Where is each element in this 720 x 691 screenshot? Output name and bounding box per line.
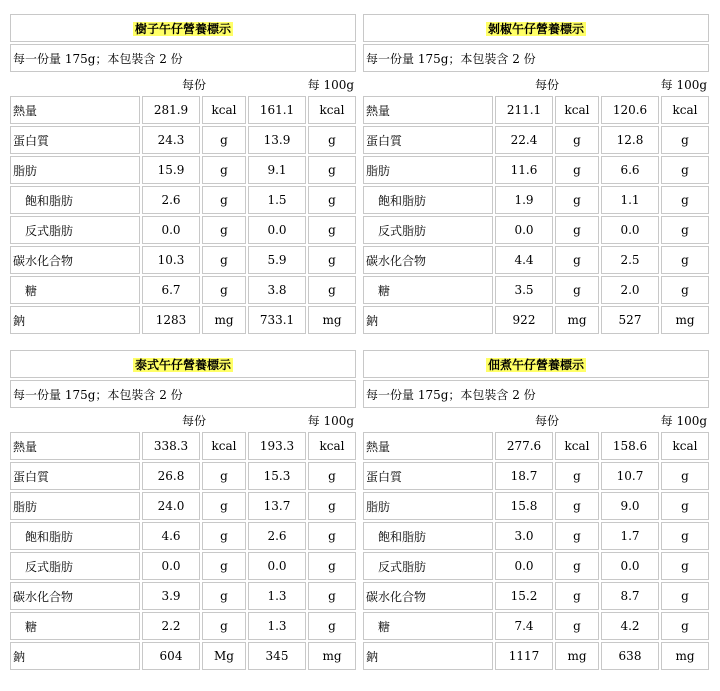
nutrient-label: 反式脂肪 [10,216,140,244]
table-row [10,126,356,154]
nutrient-label: 糖 [363,276,493,304]
per-serving-unit: g [202,246,246,274]
per-serving-value: 15.9 [142,156,200,184]
per-serving-header: 每份 [534,413,559,428]
per-serving-header: 每份 [181,77,206,92]
per-100g-unit: mg [308,642,356,670]
per-serving-unit: g [555,492,599,520]
per-serving-header: 每份 [534,77,559,92]
per-100g-header: 每 100g [660,413,708,428]
nutrition-panel [361,348,707,672]
per-100g-unit: kcal [661,96,709,124]
nutrient-label: 反式脂肪 [363,216,493,244]
per-serving-value: 338.3 [142,432,200,460]
nutrient-label: 飽和脂肪 [363,522,493,550]
per-serving-unit: g [555,216,599,244]
per-serving-value: 10.3 [142,246,200,274]
per-serving-unit: g [202,462,246,490]
per-serving-unit: g [555,276,599,304]
per-100g-unit: g [661,126,709,154]
per-serving-value: 15.8 [495,492,553,520]
per-100g-header: 每 100g [660,77,708,92]
per-100g-value: 1.3 [248,612,306,640]
per-serving-unit: g [202,216,246,244]
per-serving-value: 4.4 [495,246,553,274]
table-row [10,246,356,274]
per-100g-value: 2.0 [601,276,659,304]
per-100g-value: 13.9 [248,126,306,154]
per-serving-value: 0.0 [142,216,200,244]
per-serving-value: 0.0 [142,552,200,580]
per-serving-value: 11.6 [495,156,553,184]
per-100g-value: 13.7 [248,492,306,520]
per-serving-unit: g [202,492,246,520]
per-100g-value: 1.1 [601,186,659,214]
per-serving-unit: g [202,126,246,154]
per-serving-unit: g [555,582,599,610]
per-100g-unit: g [308,156,356,184]
per-serving-value: 3.0 [495,522,553,550]
per-serving-value: 281.9 [142,96,200,124]
table-row [363,612,709,640]
table-title: 樹子午仔營養標示 [135,21,232,36]
table-title-cell [363,350,709,378]
nutrient-label: 飽和脂肪 [10,186,140,214]
per-100g-value: 1.5 [248,186,306,214]
table-row [10,462,356,490]
per-100g-value: 0.0 [601,216,659,244]
per-100g-value: 1.7 [601,522,659,550]
table-row [10,642,356,670]
per-100g-unit: g [661,612,709,640]
nutrient-label: 反式脂肪 [363,552,493,580]
per-serving-value: 24.3 [142,126,200,154]
table-row [10,306,356,334]
per-100g-unit: g [661,462,709,490]
nutrient-label: 熱量 [10,96,140,124]
nutrient-label: 鈉 [363,306,493,334]
table-title: 剝椒午仔營養標示 [488,21,585,36]
per-serving-value: 15.2 [495,582,553,610]
per-100g-unit: g [308,612,356,640]
table-title: 佃煮午仔營養標示 [488,357,585,372]
nutrition-panel [361,12,707,336]
per-serving-unit: g [555,186,599,214]
per-100g-unit: g [308,126,356,154]
per-serving-value: 2.6 [142,186,200,214]
nutrient-label: 糖 [363,612,493,640]
per-100g-value: 527 [601,306,659,334]
per-100g-value: 1.3 [248,582,306,610]
per-serving-value: 1117 [495,642,553,670]
header-spacer [363,410,493,430]
nutrition-table [361,348,711,672]
per-100g-value: 2.5 [601,246,659,274]
per-serving-value: 24.0 [142,492,200,520]
per-100g-unit: g [661,156,709,184]
per-serving-unit: g [555,522,599,550]
per-100g-value: 12.8 [601,126,659,154]
nutrient-label: 飽和脂肪 [10,522,140,550]
header-spacer [10,74,140,94]
per-serving-unit: g [555,246,599,274]
per-100g-value: 161.1 [248,96,306,124]
table-row [10,522,356,550]
per-serving-value: 26.8 [142,462,200,490]
per-100g-unit: kcal [308,432,356,460]
per-100g-unit: g [308,492,356,520]
nutrient-label: 蛋白質 [10,462,140,490]
per-serving-unit: g [202,552,246,580]
serving-info: 每一份量 175g；本包裝含 2 份 [363,44,709,72]
nutrition-panel [8,12,354,336]
per-100g-unit: g [308,582,356,610]
table-row [363,186,709,214]
table-row [10,96,356,124]
table-row [10,432,356,460]
nutrient-label: 脂肪 [363,156,493,184]
table-row [363,642,709,670]
per-100g-unit: g [661,552,709,580]
per-serving-unit: g [555,462,599,490]
nutrient-label: 碳水化合物 [10,582,140,610]
per-100g-unit: g [308,462,356,490]
per-100g-value: 733.1 [248,306,306,334]
table-row [363,276,709,304]
per-100g-header: 每 100g [307,413,355,428]
per-100g-value: 158.6 [601,432,659,460]
per-100g-value: 2.6 [248,522,306,550]
per-serving-value: 22.4 [495,126,553,154]
nutrient-label: 碳水化合物 [363,582,493,610]
table-row [10,276,356,304]
per-serving-unit: g [555,126,599,154]
per-serving-value: 922 [495,306,553,334]
nutrient-label: 熱量 [363,96,493,124]
table-row [363,492,709,520]
nutrient-label: 脂肪 [10,156,140,184]
per-100g-value: 4.2 [601,612,659,640]
table-row [363,306,709,334]
per-serving-value: 0.0 [495,552,553,580]
per-serving-unit: g [555,552,599,580]
per-100g-unit: g [661,492,709,520]
nutrient-label: 糖 [10,612,140,640]
nutrient-label: 熱量 [363,432,493,460]
nutrient-label: 鈉 [10,642,140,670]
nutrient-label: 熱量 [10,432,140,460]
nutrient-label: 脂肪 [363,492,493,520]
per-serving-value: 18.7 [495,462,553,490]
per-100g-unit: g [308,276,356,304]
per-serving-unit: g [555,156,599,184]
table-row [10,216,356,244]
per-100g-unit: g [661,582,709,610]
table-row [363,522,709,550]
per-serving-unit: g [202,156,246,184]
per-serving-value: 3.9 [142,582,200,610]
per-100g-unit: g [308,552,356,580]
nutrient-label: 蛋白質 [10,126,140,154]
per-serving-unit: g [555,612,599,640]
per-100g-header: 每 100g [307,77,355,92]
per-100g-unit: mg [308,306,356,334]
table-row [363,156,709,184]
per-serving-value: 6.7 [142,276,200,304]
nutrient-label: 碳水化合物 [10,246,140,274]
nutrition-table [8,348,358,672]
per-serving-unit: g [202,186,246,214]
per-serving-unit: kcal [555,432,599,460]
per-100g-unit: g [661,246,709,274]
table-title-cell [363,14,709,42]
per-100g-value: 0.0 [248,216,306,244]
per-serving-unit: kcal [555,96,599,124]
per-serving-unit: g [202,582,246,610]
per-serving-unit: kcal [202,432,246,460]
per-serving-value: 4.6 [142,522,200,550]
per-100g-value: 8.7 [601,582,659,610]
per-100g-unit: kcal [661,432,709,460]
per-serving-unit: mg [555,642,599,670]
per-100g-unit: g [308,246,356,274]
per-100g-unit: g [661,216,709,244]
per-100g-unit: g [661,522,709,550]
per-serving-unit: g [202,612,246,640]
nutrient-label: 飽和脂肪 [363,186,493,214]
table-row [363,432,709,460]
per-100g-value: 9.0 [601,492,659,520]
per-serving-value: 0.0 [495,216,553,244]
per-serving-unit: g [202,276,246,304]
per-100g-value: 345 [248,642,306,670]
nutrition-table [361,12,711,336]
per-serving-unit: Mg [202,642,246,670]
nutrient-label: 蛋白質 [363,126,493,154]
nutrition-table [8,12,358,336]
per-100g-value: 193.3 [248,432,306,460]
nutrient-label: 鈉 [363,642,493,670]
table-title: 泰式午仔營養標示 [135,357,232,372]
nutrient-label: 碳水化合物 [363,246,493,274]
table-title-cell [10,14,356,42]
per-serving-value: 1.9 [495,186,553,214]
per-serving-value: 604 [142,642,200,670]
per-serving-header: 每份 [181,413,206,428]
header-spacer [363,74,493,94]
table-row [10,552,356,580]
nutrient-label: 糖 [10,276,140,304]
per-100g-value: 5.9 [248,246,306,274]
serving-info: 每一份量 175g；本包裝含 2 份 [10,44,356,72]
per-serving-unit: g [202,522,246,550]
per-serving-value: 7.4 [495,612,553,640]
nutrient-label: 鈉 [10,306,140,334]
table-title-cell [10,350,356,378]
per-100g-value: 0.0 [248,552,306,580]
serving-info: 每一份量 175g；本包裝含 2 份 [363,380,709,408]
per-100g-unit: g [661,186,709,214]
per-serving-unit: kcal [202,96,246,124]
per-serving-value: 3.5 [495,276,553,304]
table-row [10,186,356,214]
table-row [363,552,709,580]
per-100g-unit: kcal [308,96,356,124]
per-100g-unit: g [308,216,356,244]
per-100g-value: 638 [601,642,659,670]
nutrient-label: 脂肪 [10,492,140,520]
table-row [10,612,356,640]
per-serving-unit: mg [202,306,246,334]
serving-info: 每一份量 175g；本包裝含 2 份 [10,380,356,408]
table-row [363,96,709,124]
per-100g-value: 9.1 [248,156,306,184]
per-serving-value: 1283 [142,306,200,334]
per-100g-unit: g [661,276,709,304]
header-spacer [10,410,140,430]
per-100g-unit: mg [661,642,709,670]
table-row [363,246,709,274]
table-row [10,492,356,520]
per-100g-unit: g [308,522,356,550]
table-row [10,156,356,184]
per-serving-value: 2.2 [142,612,200,640]
table-row [363,216,709,244]
per-100g-value: 10.7 [601,462,659,490]
per-100g-value: 3.8 [248,276,306,304]
per-serving-value: 211.1 [495,96,553,124]
table-row [363,582,709,610]
table-row [363,462,709,490]
table-row [363,126,709,154]
per-serving-unit: mg [555,306,599,334]
table-row [10,582,356,610]
per-100g-value: 120.6 [601,96,659,124]
per-100g-unit: mg [661,306,709,334]
nutrition-panel [8,348,354,672]
per-100g-value: 0.0 [601,552,659,580]
per-serving-value: 277.6 [495,432,553,460]
per-100g-unit: g [308,186,356,214]
nutrient-label: 反式脂肪 [10,552,140,580]
per-100g-value: 15.3 [248,462,306,490]
nutrient-label: 蛋白質 [363,462,493,490]
per-100g-value: 6.6 [601,156,659,184]
